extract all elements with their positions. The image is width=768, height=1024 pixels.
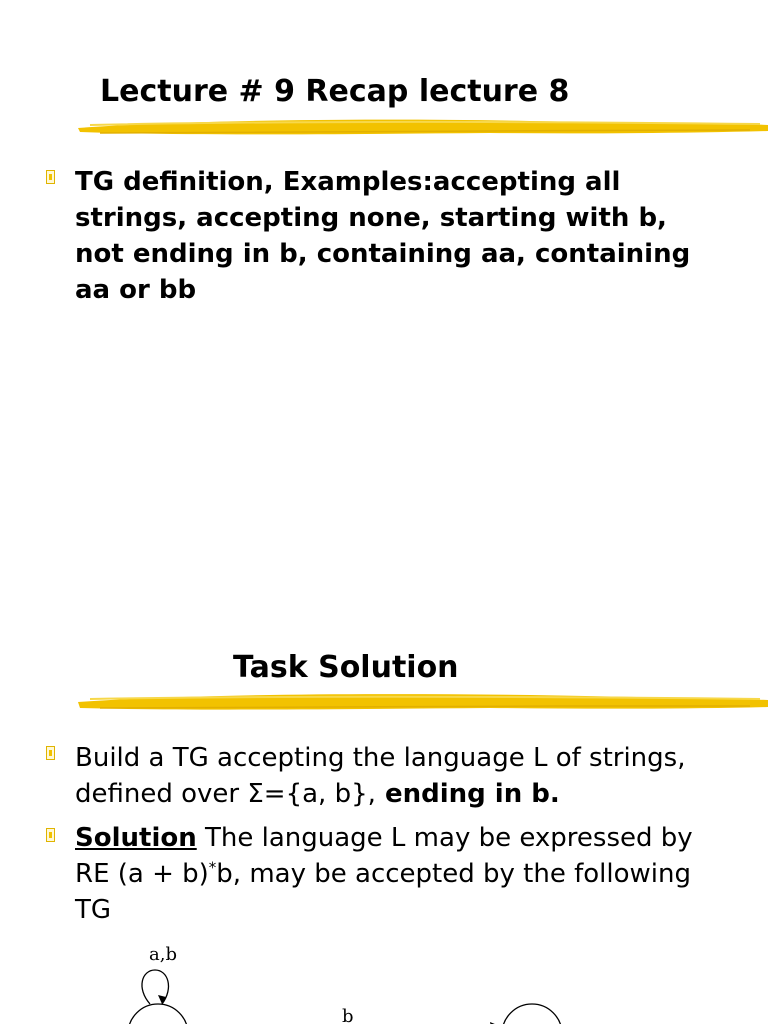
start-state	[128, 1004, 188, 1024]
tg-diagram	[0, 930, 768, 1024]
task-description: Build a TG accepting the language L of strings, defined over Σ={a, b},	[75, 743, 686, 809]
title-underline-brush	[70, 687, 768, 717]
final-state	[502, 1004, 562, 1024]
title-underline-brush	[70, 112, 768, 142]
solution-text-part1: The language L may be expressed by RE (a + b)	[75, 823, 693, 889]
task-bullet-text	[75, 740, 725, 812]
solution-bullet-text	[75, 820, 725, 928]
lecture-title: Lecture # 9 Recap lecture 8	[100, 74, 570, 109]
bullet-icon	[46, 746, 55, 760]
bullet-icon	[46, 170, 55, 184]
bullet-icon	[46, 828, 55, 842]
solution-label: Solution	[75, 823, 197, 853]
loop-label: a,b	[149, 944, 177, 965]
edge-label: b	[342, 1006, 354, 1024]
task-solution-title: Task Solution	[233, 650, 459, 685]
solution-text-part2: b, may be accepted by the following TG	[75, 859, 691, 925]
task-emphasis: ending in b.	[375, 779, 560, 809]
recap-bullet-text: TG definition, Examples:accepting all strings, accepting none, starting with b, not ending in b, containing aa, containing aa or bb	[75, 167, 691, 305]
kleene-star: *	[208, 858, 217, 877]
